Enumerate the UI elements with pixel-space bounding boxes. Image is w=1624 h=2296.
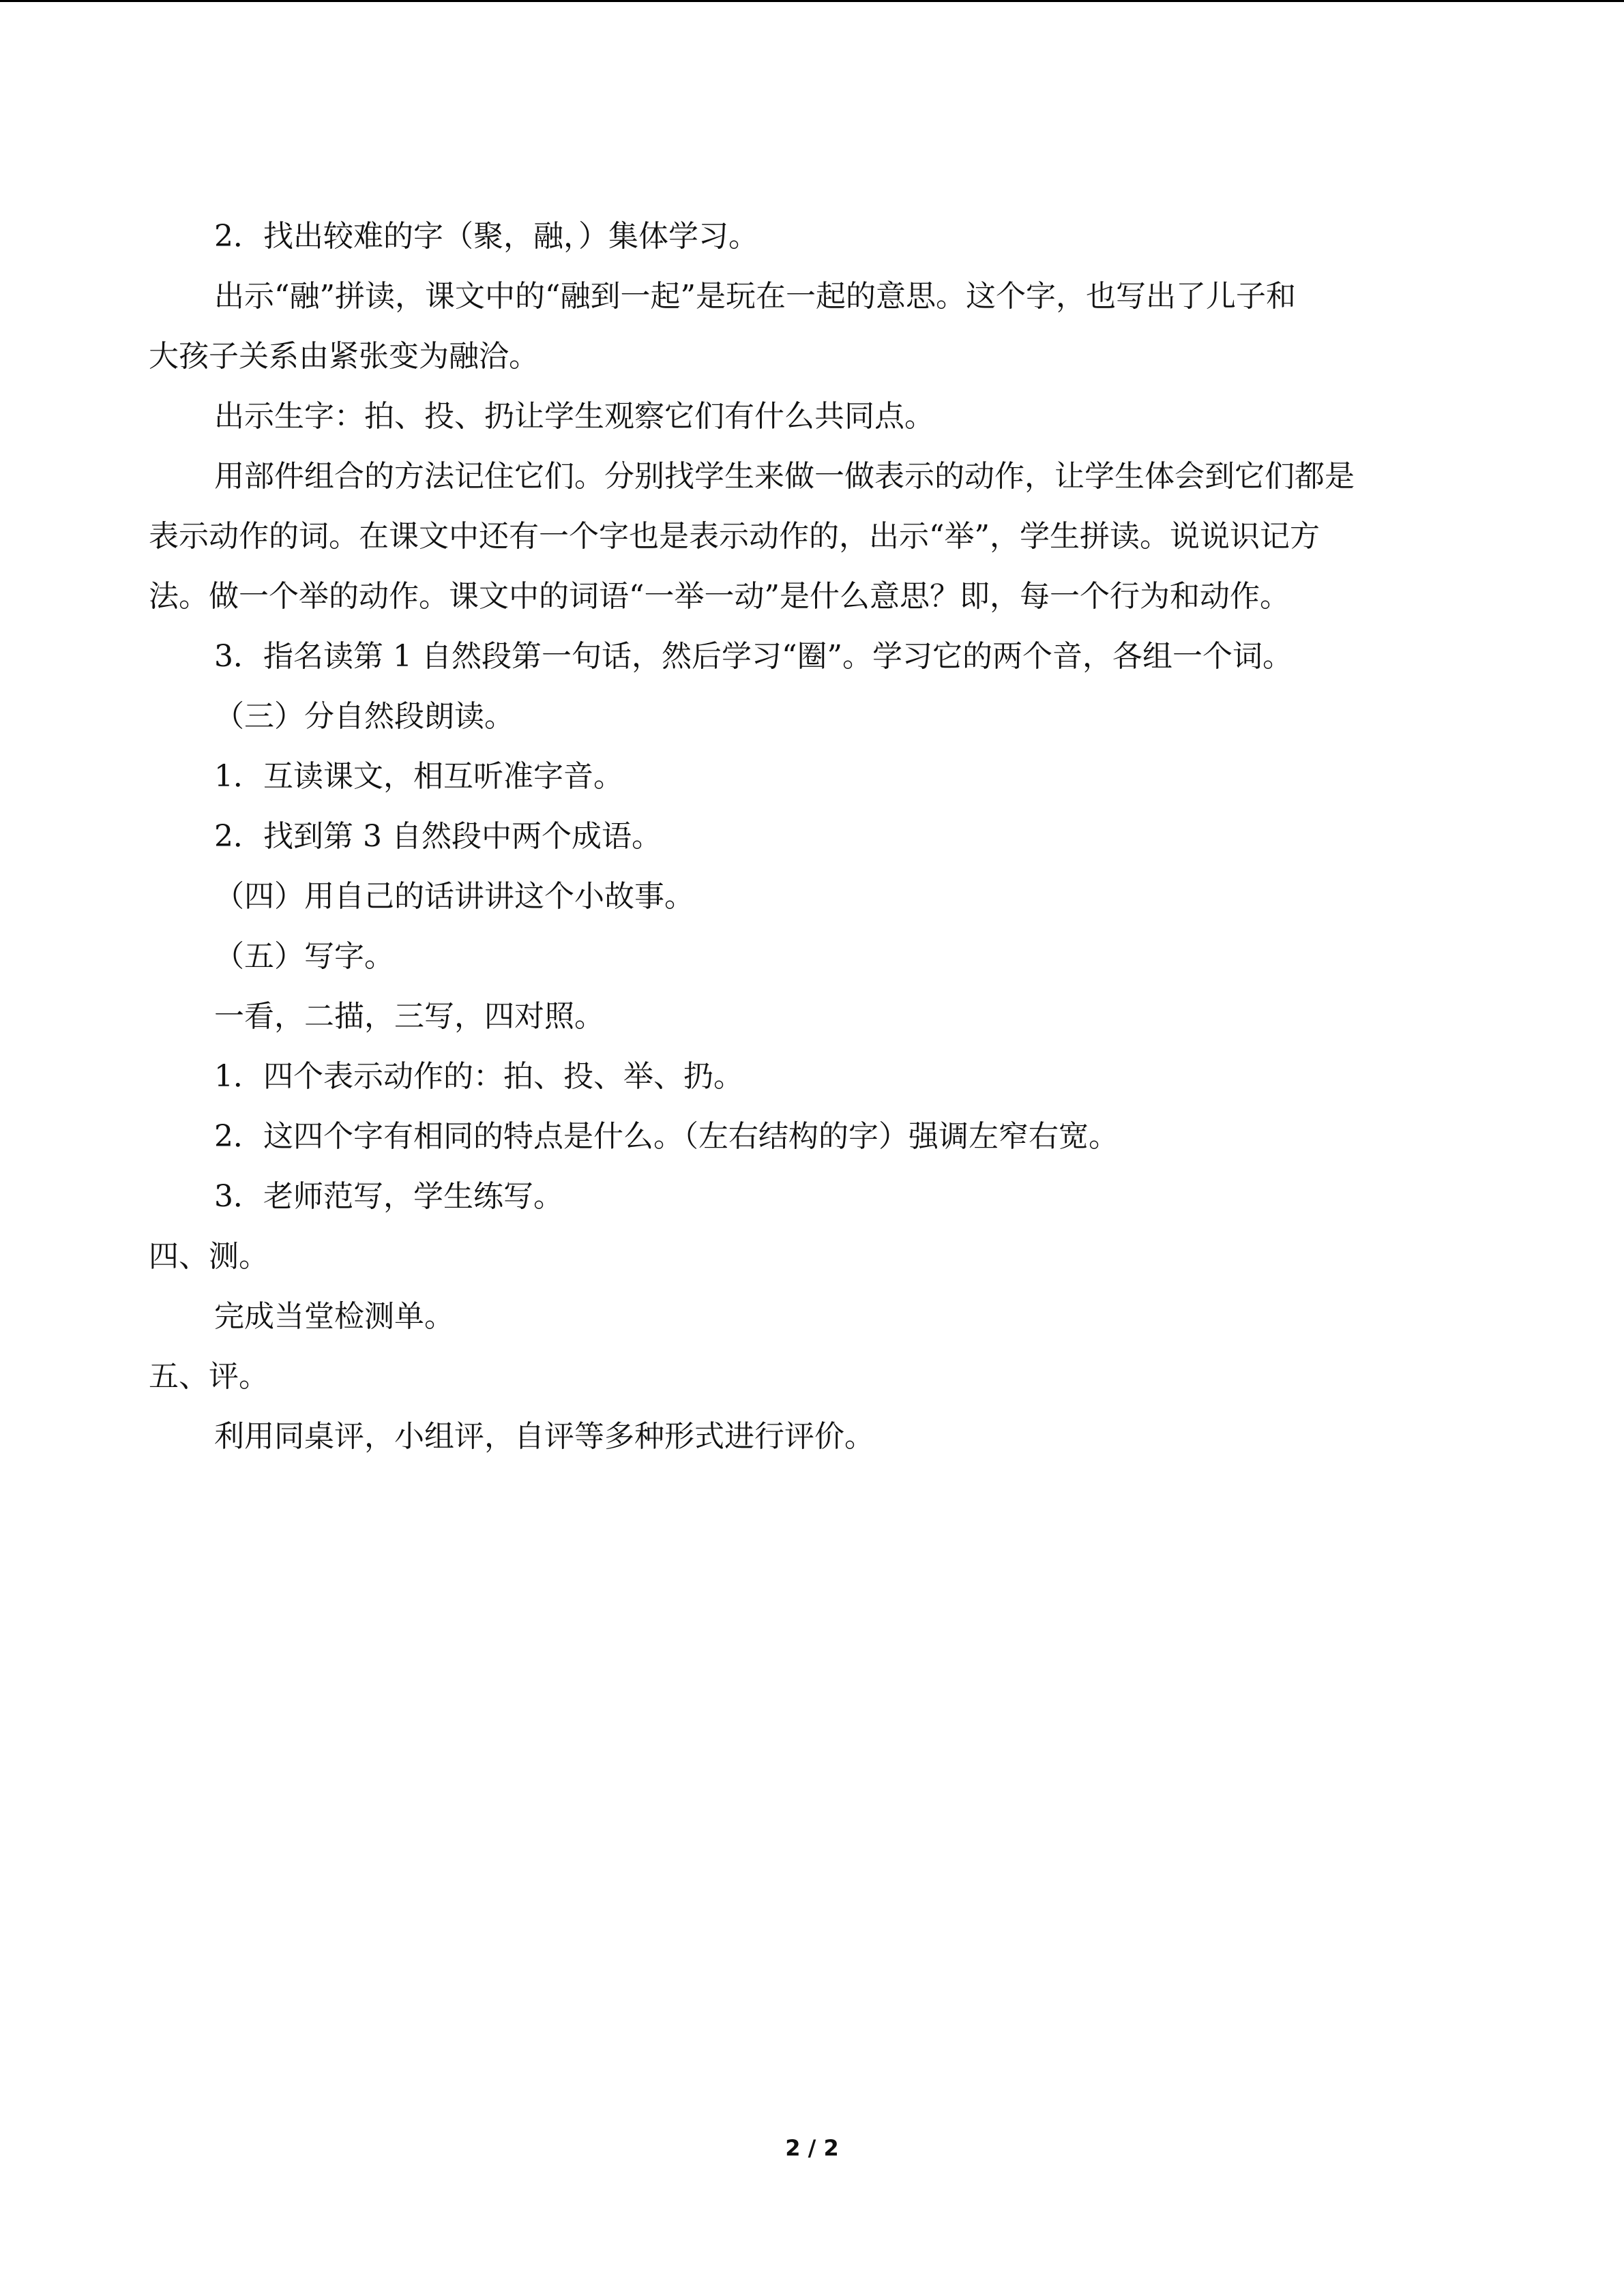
paragraph-line: 2．找到第 3 自然段中两个成语。: [214, 819, 662, 854]
paragraph-line: 2．这四个字有相同的特点是什么。（左右结构的字）强调左窄右宽。: [214, 1119, 1119, 1154]
paragraph-line: 3．老师范写，学生练写。: [214, 1179, 563, 1214]
paragraph-line: 1．互读课文，相互听准字音。: [214, 759, 623, 794]
paragraph-line: 一看，二描，三写，四对照。: [214, 999, 604, 1034]
paragraph-line: 3．指名读第 1 自然段第一句话，然后学习“圈”。学习它的两个音，各组一个词。: [214, 639, 1293, 674]
section-heading: （四）用自己的话讲讲这个小故事。: [214, 879, 694, 914]
paragraph-line: 完成当堂检测单。: [214, 1299, 454, 1334]
paragraph-line: 利用同桌评，小组评，自评等多种形式进行评价。: [214, 1419, 874, 1454]
section-heading: 四、测。: [149, 1239, 269, 1274]
section-heading: （三）分自然段朗读。: [214, 699, 514, 734]
paragraph-line: 用部件组合的方法记住它们。分别找学生来做一做表示的动作，让学生体会到它们都是: [214, 459, 1355, 494]
paragraph-line: 法。做一个举的动作。课文中的词语“一举一动”是什么意思？即，每一个行为和动作。: [149, 579, 1290, 614]
paragraph-line: 大孩子关系由紧张变为融洽。: [149, 339, 539, 374]
paragraph-line: 1．四个表示动作的：拍、投、举、扔。: [214, 1059, 743, 1094]
paragraph-line: 出示“融”拼读，课文中的“融到一起”是玩在一起的意思。这个字，也写出了儿子和: [214, 279, 1296, 314]
paragraph-line: 2．找出较难的字（聚，融，）集体学习。: [214, 219, 758, 254]
section-heading: 五、评。: [149, 1359, 269, 1394]
document-body: [149, 207, 1465, 1467]
section-heading: （五）写字。: [214, 939, 394, 974]
page-number: 2 / 2: [785, 2135, 839, 2161]
paragraph-line: 表示动作的词。在课文中还有一个字也是表示动作的，出示“举”，学生拼读。说说识记方: [149, 519, 1320, 554]
paragraph-line: 出示生字：拍、投、扔让学生观察它们有什么共同点。: [214, 399, 934, 434]
